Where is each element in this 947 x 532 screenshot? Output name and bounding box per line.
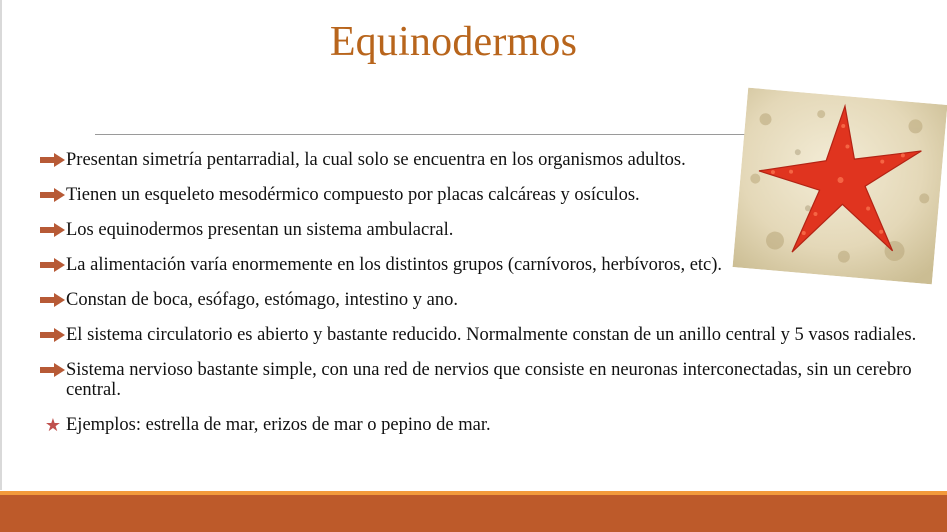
star-icon: ★ [44, 415, 62, 435]
arrow-right-icon [40, 290, 66, 310]
bullet-text: Presentan simetría pentarradial, la cual solo se encuentra en los organismos adultos. [66, 150, 686, 170]
bullet-text: Constan de boca, esófago, estómago, intestino y ano. [66, 290, 459, 310]
slide-title: Equinodermos [329, 19, 578, 65]
bullet-text: El sistema circulatorio es abierto y bastante reducido. Normalmente constan de un anillo central y 5 vasos radiales. [66, 325, 917, 345]
title-divider [95, 134, 765, 135]
bullet-list [40, 150, 920, 435]
bullet-item [40, 325, 920, 345]
bullet-item [40, 185, 920, 205]
bullet-item [40, 290, 920, 310]
bullet-item [40, 220, 920, 240]
bullet-item [40, 415, 920, 435]
slide-left-edge [0, 0, 2, 490]
bullet-item [40, 150, 920, 170]
bullet-text: La alimentación varía enormemente en los distintos grupos (carnívoros, herbívoros, etc). [66, 255, 723, 275]
arrow-right-icon [40, 220, 66, 240]
arrow-right-icon [40, 255, 66, 275]
arrow-right-icon [40, 325, 66, 345]
bullet-text: Sistema nervioso bastante simple, con una red de nervios que consiste en neuronas interconectadas, sin un cerebro central. [66, 360, 912, 400]
footer-band [0, 495, 947, 532]
bullet-text: Ejemplos: estrella de mar, erizos de mar o pepino de mar. [66, 415, 491, 435]
bullet-text: Tienen un esqueleto mesodérmico compuesto por placas calcáreas y osículos. [66, 185, 640, 205]
bullet-item [40, 255, 920, 275]
bullet-text: Los equinodermos presentan un sistema ambulacral. [66, 220, 454, 240]
arrow-right-icon [40, 360, 66, 380]
arrow-right-icon [40, 185, 66, 205]
bullet-item [40, 360, 920, 400]
arrow-right-icon [40, 150, 66, 170]
